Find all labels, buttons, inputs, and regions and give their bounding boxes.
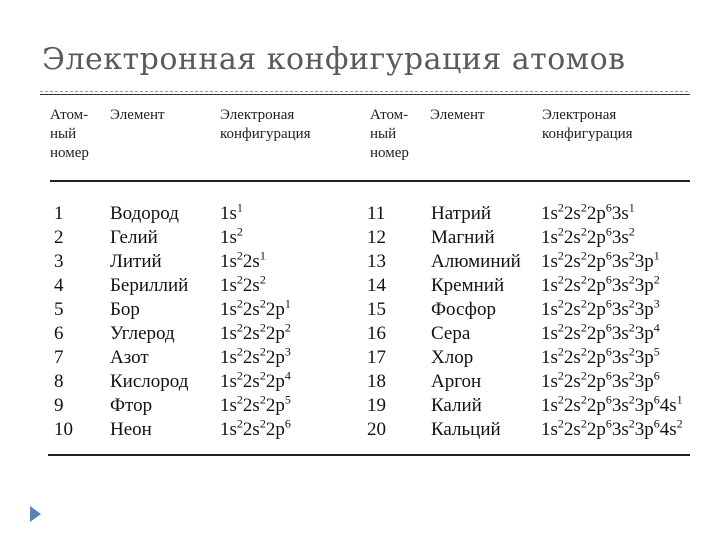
element-name: Сера xyxy=(431,323,471,344)
electron-configuration: $1s^22s^22p^63s^2$ xyxy=(541,224,635,248)
header-element-right: Элемент xyxy=(430,107,485,123)
electron-configuration: $1s^2$ xyxy=(220,224,243,248)
title-divider xyxy=(40,91,688,92)
atomic-number: 14 xyxy=(367,275,386,296)
element-name: Кремний xyxy=(431,275,505,296)
triangle-bullet-icon xyxy=(30,506,41,522)
electron-configuration: $1s^1$ xyxy=(220,200,243,224)
element-name: Фтор xyxy=(110,395,153,416)
electron-configuration: $1s^22s^22p^63s^23p^4$ xyxy=(541,320,660,344)
atomic-number: 6 xyxy=(54,323,64,344)
element-name: Водород xyxy=(110,203,179,224)
electron-configuration: $1s^22s^22p^63s^23p^3$ xyxy=(541,296,660,320)
atomic-number: 4 xyxy=(54,275,64,296)
atomic-number: 3 xyxy=(54,251,64,272)
electron-configuration: $1s^22s^22p^2$ xyxy=(220,320,291,344)
element-name: Углерод xyxy=(110,323,175,344)
electron-configuration: $1s^22s^22p^5$ xyxy=(220,392,291,416)
element-name: Бериллий xyxy=(110,275,189,296)
element-name: Натрий xyxy=(431,203,492,224)
atomic-number: 2 xyxy=(54,227,64,248)
atomic-number: 15 xyxy=(367,299,386,320)
electron-configuration: $1s^22s^22p^1$ xyxy=(220,296,291,320)
element-name: Неон xyxy=(110,419,152,440)
electron-configuration: $1s^22s^1$ xyxy=(220,248,266,272)
element-name: Кальций xyxy=(431,419,501,440)
electron-configuration: $1s^22s^2$ xyxy=(220,272,266,296)
electron-configuration: $1s^22s^22p^63s^23p^1$ xyxy=(541,248,660,272)
element-name: Литий xyxy=(110,251,162,272)
header-configuration-left: Электроная конфигурация xyxy=(220,107,311,142)
element-name: Алюминий xyxy=(431,251,521,272)
element-name: Бор xyxy=(110,299,140,320)
electron-configuration: $1s^22s^22p^63s^23p^5$ xyxy=(541,344,660,368)
element-name: Хлор xyxy=(431,347,474,368)
electron-configuration: $1s^22s^22p^63s^1$ xyxy=(541,200,635,224)
atomic-number: 16 xyxy=(367,323,386,344)
element-name: Магний xyxy=(431,227,495,248)
atomic-number: 7 xyxy=(54,347,64,368)
atomic-number: 1 xyxy=(54,203,64,224)
atomic-number: 18 xyxy=(367,371,386,392)
element-name: Фосфор xyxy=(431,299,496,320)
element-name: Кислород xyxy=(110,371,189,392)
atomic-number: 5 xyxy=(54,299,64,320)
electron-configuration: $1s^22s^22p^63s^23p^64s^2$ xyxy=(541,416,683,440)
header-atomic-number-left: Атом- ный номер xyxy=(50,107,89,161)
element-name: Аргон xyxy=(431,371,482,392)
electron-configuration: $1s^22s^22p^6$ xyxy=(220,416,291,440)
atomic-number: 19 xyxy=(367,395,386,416)
atomic-number: 20 xyxy=(367,419,386,440)
electron-configuration: $1s^22s^22p^63s^23p^6$ xyxy=(541,368,660,392)
table-bottom-border xyxy=(48,454,690,456)
header-configuration-right: Электроная конфигурация xyxy=(542,107,633,142)
atomic-number: 17 xyxy=(367,347,386,368)
atomic-number: 12 xyxy=(367,227,386,248)
atomic-number: 10 xyxy=(54,419,73,440)
electron-configuration: $1s^22s^22p^3$ xyxy=(220,344,291,368)
atomic-number: 13 xyxy=(367,251,386,272)
slide-title: Электронная конфигурация атомов xyxy=(42,42,626,77)
element-name: Азот xyxy=(110,347,149,368)
atomic-number: 11 xyxy=(367,203,386,224)
atomic-number: 8 xyxy=(54,371,64,392)
element-name: Калий xyxy=(431,395,482,416)
electron-configuration: $1s^22s^22p^63s^23p^64s^1$ xyxy=(541,392,683,416)
header-atomic-number-right: Атом- ный номер xyxy=(370,107,409,161)
electron-configuration: $1s^22s^22p^63s^23p^2$ xyxy=(541,272,660,296)
atomic-number: 9 xyxy=(54,395,64,416)
element-name: Гелий xyxy=(110,227,158,248)
table-header-border xyxy=(50,180,690,182)
header-element-left: Элемент xyxy=(110,107,165,123)
electron-configuration: $1s^22s^22p^4$ xyxy=(220,368,291,392)
table-top-border xyxy=(40,94,690,95)
